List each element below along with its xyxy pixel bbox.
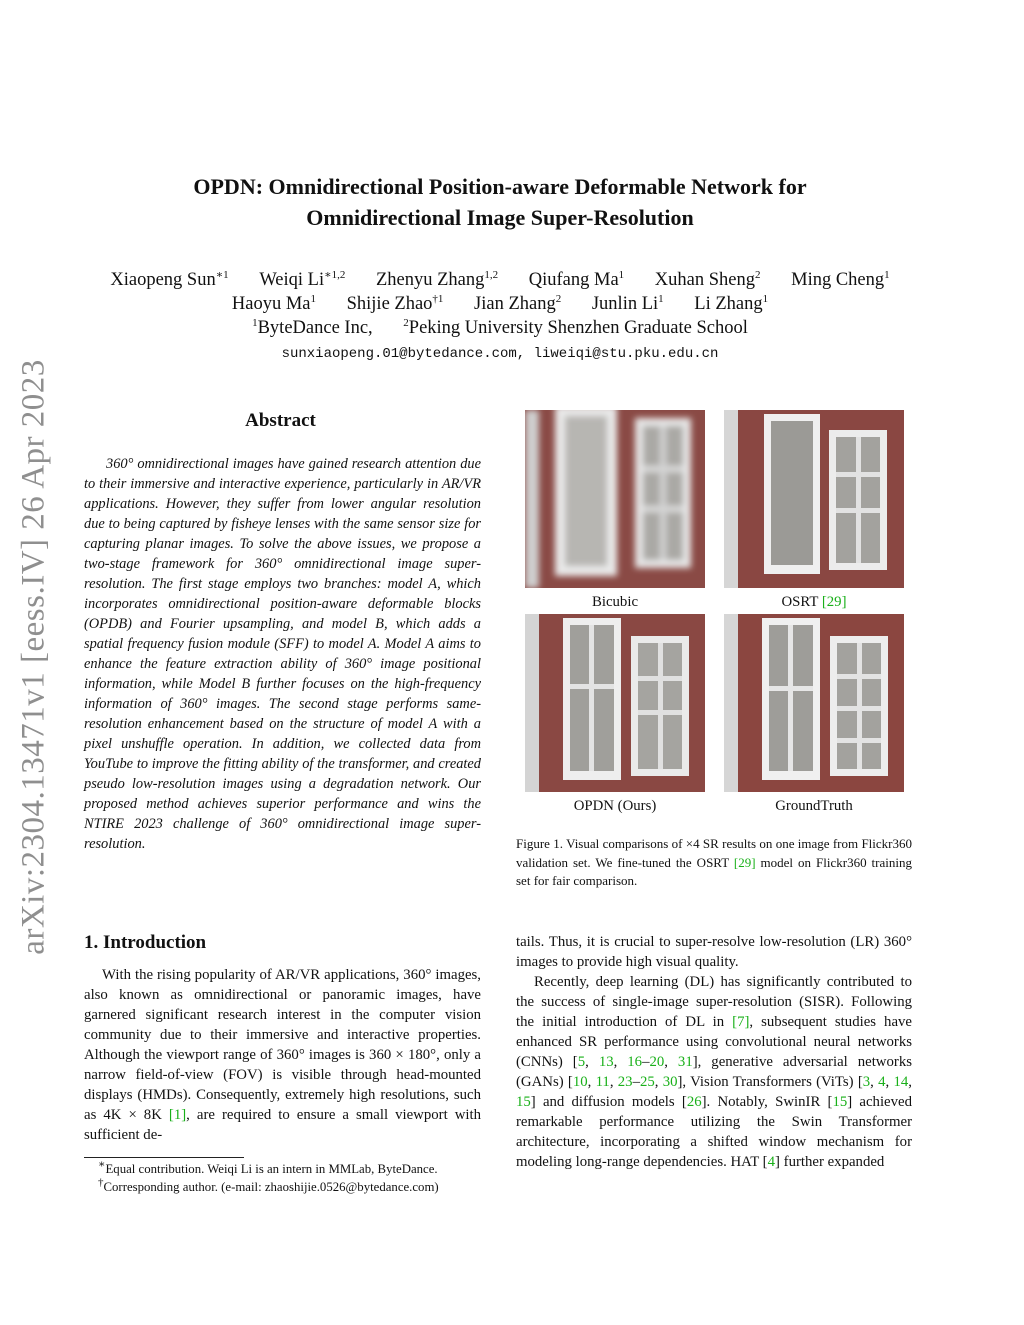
- citation-link[interactable]: [1]: [168, 1107, 187, 1123]
- introduction-paragraph-2: Recently, deep learning (DL) has significantly contributed to the success of single-image super-resolution (SISR). Following the initial introduction of DL in [7], subsequent studies have enhanced SR performance using convolutional neural networks (CNNs) [5, 13, 16–20, 31], generative adversarial networks (GANs) [10, 11, 23–25, 30], Vision Transformers (ViTs) [3, 4, 14, 15] and diffusion models [26]. Notably, SwinIR [15] achieved remarkable performance utilizing the Swin Transformer architecture, incorporating a shifted window mechanism for modeling long-range dependencies. HAT [4] further expanded: [516, 974, 912, 1170]
- author: Li Zhang$^1$: [694, 292, 769, 314]
- citation-link[interactable]: [29]: [733, 854, 756, 870]
- author: Xiaopeng Sun$^{∗1}$: [110, 268, 229, 290]
- citation-link[interactable]: 20: [649, 1054, 665, 1070]
- author: Ming Cheng$^1$: [791, 268, 890, 290]
- citation-link[interactable]: 31: [677, 1054, 693, 1070]
- paper-title-line-2: Omnidirectional Image Super-Resolution: [306, 205, 694, 230]
- paper-title-line-1: OPDN: Omnidirectional Position-aware Deformable Network for: [193, 174, 807, 199]
- citation-link[interactable]: [29]: [821, 594, 847, 610]
- author: Haoyu Ma$^1$: [231, 292, 316, 314]
- citation-link[interactable]: 15: [832, 1094, 848, 1110]
- introduction-paragraph-1-continued: tails. Thus, it is crucial to super-resolve low-resolution (LR) 360° images to provide high visual quality.: [516, 934, 912, 970]
- author: Weiqi $Li^{∗1,2}$: [259, 268, 346, 290]
- affiliation: $^1$ByteDance Inc,: [252, 316, 373, 338]
- citation-link[interactable]: 14: [893, 1074, 909, 1090]
- section-heading-introduction: 1. Introduction: [84, 932, 207, 953]
- arxiv-identifier-text: arXiv:2304.13471v1 [eess.IV] 26 Apr 2023: [15, 359, 52, 955]
- footnote-divider: [84, 1157, 244, 1158]
- author: Junlin Li$^1$: [591, 292, 664, 314]
- citation-link[interactable]: 30: [662, 1074, 678, 1090]
- abstract-heading: Abstract: [245, 410, 316, 431]
- citation-link[interactable]: 4: [878, 1074, 886, 1090]
- figure-caption: Figure 1. Visual comparisons of ×4 SR results on one image from Flickr360 validation set. We fine-tuned the OSRT [29] model on Flickr360 training set for fair comparison.: [516, 836, 912, 888]
- author: Shijie Zhao$^{\dagger 1}$: [346, 292, 444, 314]
- figure-panel-bicubic: [525, 410, 705, 588]
- citation-link[interactable]: 16: [627, 1054, 643, 1070]
- figure-label-osrt: OSRT [29]: [781, 594, 847, 610]
- author: Zhenyu Zhang$^{1,2}$: [375, 268, 499, 290]
- author: Xuhan Sheng$^2$: [654, 268, 761, 290]
- citation-link[interactable]: 25: [639, 1074, 655, 1090]
- arxiv-identifier: [8, 352, 60, 962]
- citation-link[interactable]: 26: [686, 1094, 702, 1110]
- affiliation: $^2$Peking University Shenzhen Graduate School: [403, 316, 748, 338]
- citation-link[interactable]: 5: [577, 1054, 586, 1070]
- figure-panel-opdn: [525, 614, 705, 792]
- figure-label-bicubic: Bicubic: [591, 594, 639, 610]
- citation-link[interactable]: [7]: [732, 1014, 750, 1030]
- footnote-equal-contribution: ∗Equal contribution. Weiqi Li is an intern in MMLab, ByteDance.: [98, 1158, 438, 1176]
- figure-panel-osrt: [724, 410, 904, 588]
- author: Qiufang Ma$^1$: [528, 268, 625, 290]
- abstract-text: 360° omnidirectional images have gained research attention due to their immersive and interactive experience, particularly in AR/VR applications. However, they suffer from lower angular resolution due to being captured by fisheye lenses with the same sensor size for capturing planar images. To solve the above issues, we propose a two-stage framework for 360° omnidirectional image super-resolution. The first stage employs two branches: model A, which incorporates omnidirectional position-aware deformable blocks (OPDB) and Fourier upsampling, and model B, which adds a spatial frequency fusion module (SFF) to model A. Model A aims to enhance the feature extraction ability of 360° image positional information, while Model B further focuses on the high-frequency information of 360° images. The second stage performs same-resolution enhancement based on the structure of model A with a pixel unshuffle operation. In addition, we collected data from YouTube to improve the fitting ability of the transformer, and created pseudo low-resolution images using a degradation network. Our proposed method achieves superior performance and wins the NTIRE 2023 challenge of 360° omnidirectional image super-resolution.: [84, 456, 481, 852]
- figure-label-groundtruth: GroundTruth: [775, 798, 853, 814]
- citation-link[interactable]: 11: [595, 1074, 610, 1090]
- author-emails: sunxiaopeng.01@bytedance.com, liweiqi@stu.pku.edu.cn: [281, 346, 719, 362]
- figure-panel-groundtruth: [724, 614, 904, 792]
- figure-label-opdn: OPDN (Ours): [573, 798, 657, 814]
- author-row-1: [60, 270, 940, 291]
- citation-link[interactable]: 3: [862, 1074, 871, 1090]
- affiliations: [60, 318, 940, 339]
- author: Jian Zhang$^2$: [474, 292, 562, 314]
- introduction-paragraph-1: With the rising popularity of AR/VR applications, 360° images, also known as omnidirectional or panoramic images, have garnered significant research interest in the computer vision community due to their immersive and interactive properties. Although the viewport range of 360° images is 360 × 180°, only a narrow field-of-view (FOV) is visible through head-mounted displays (HMDs). Consequently, extremely high resolutions, such as 4K × 8K [1], are required to ensure a small viewport with sufficient de-: [84, 967, 482, 1143]
- citation-link[interactable]: 13: [598, 1054, 614, 1070]
- citation-link[interactable]: 23: [617, 1074, 633, 1090]
- citation-link[interactable]: 15: [516, 1094, 531, 1110]
- citation-link[interactable]: 10: [572, 1074, 588, 1090]
- footnote-corresponding-author: †Corresponding author. (e-mail: zhaoshijie.0526@bytedance.com): [98, 1176, 439, 1194]
- author-row-2: [60, 294, 940, 315]
- citation-link[interactable]: 4: [767, 1154, 776, 1170]
